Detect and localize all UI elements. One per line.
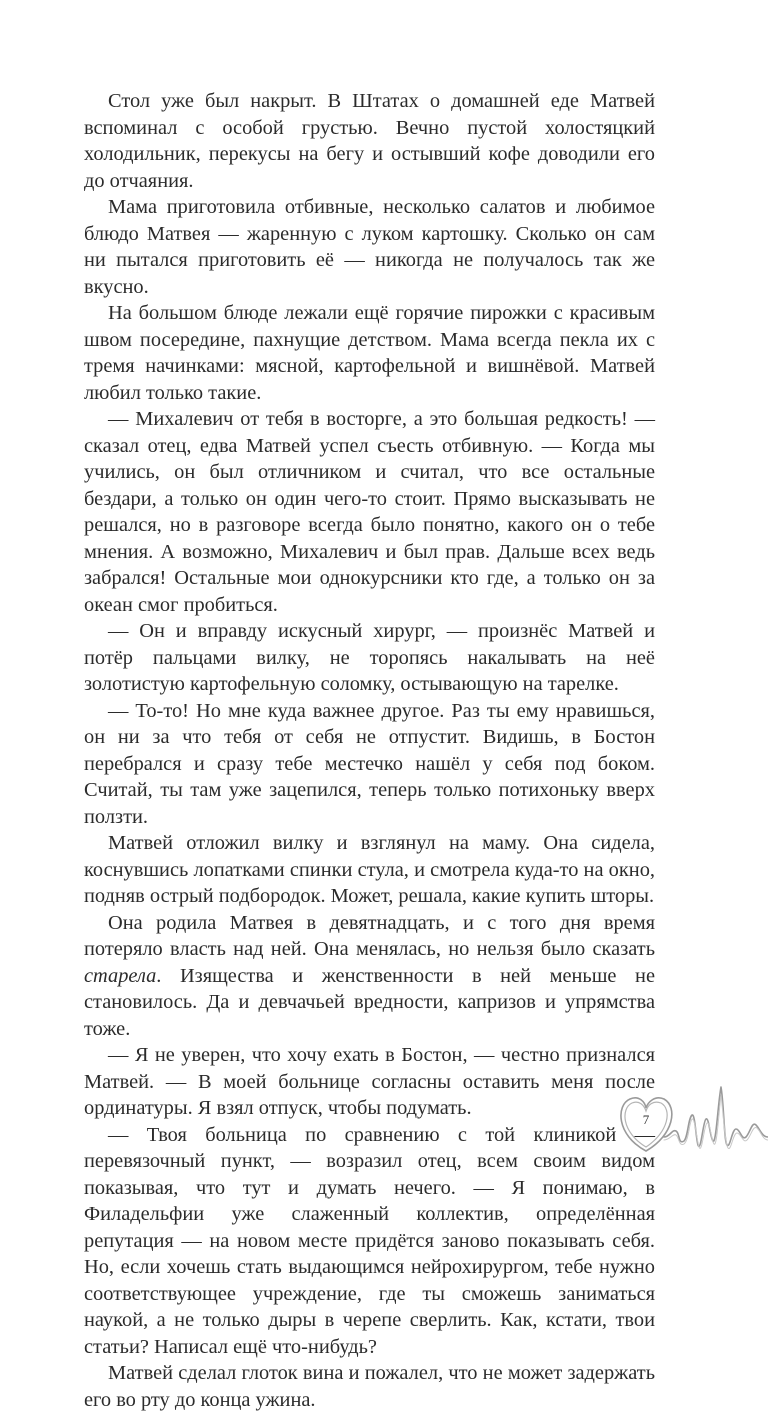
paragraph-7: Матвей отложил вилку и взглянул на маму. Она сидела, коснувшись лопатками спинки стула, и смотрела куда-то на окно, подняв острый подбородок. Может, решала, какие купить шторы. xyxy=(84,832,655,907)
paragraph-8-before: Она родила Матвея в девятнадцать, и с того дня время потеряло власть над ней. Она менялась, но нельзя было сказать xyxy=(84,911,655,960)
paragraph-11: Матвей сделал глоток вина и пожалел, что не может задержать его во рту до конца ужина. xyxy=(84,1362,655,1411)
page-text xyxy=(84,88,655,1413)
page-number: 7 xyxy=(642,1112,650,1127)
paragraph-2: Мама приготовила отбивные, несколько салатов и любимое блюдо Матвея — жаренную с луком картошку. Сколько он сам ни пытался приготовить её — никогда не получалось так же вкусно. xyxy=(84,196,655,298)
paragraph-3: На большом блюде лежали ещё горячие пирожки с красивым швом посередине, пахнущие детством. Мама всегда пекла их с тремя начинками: мясной, картофельной и вишнёвой. Матвей любил только такие. xyxy=(84,302,655,404)
paragraph-6: — То-то! Но мне куда важнее другое. Раз ты ему нравишься, он ни за что тебя от себя не отпустит. Видишь, в Бостон перебрался и сразу тебе местечко нашёл у себя под боком. Считай, ты там уже зацепился, теперь только потихоньку вверх ползти. xyxy=(84,699,655,828)
paragraph-1: Стол уже был накрыт. В Штатах о домашней еде Матвей вспоминал с особой грустью. Вечно пустой холостяцкий холодильник, перекусы на бегу и остывший кофе доводили его до отчаяния. xyxy=(84,90,655,192)
paragraph-10: — Твоя больница по сравнению с той клиникой — перевязочный пункт, — возразил отец, всем своим видом показывая, что тут и думать нечего. — Я понимаю, в Филадельфии уже слаженный коллектив, определённая репутация — на новом месте придётся заново показывать себя. Но, если хочешь стать выдающимся нейрохирургом, тебе нужно соответствующее учреждение, где ты сможешь заниматься наукой, а не только дыры в черепе сверлить. Как, кстати, твои статьи? Написал ещё что-нибудь? xyxy=(84,1123,655,1358)
paragraph-8 xyxy=(84,910,655,1043)
paragraph-5: — Он и вправду искусный хирург, — произнёс Матвей и потёр пальцами вилку, не торопясь накалывать на неё золотистую картофельную соломку, остывающую на тарелке. xyxy=(84,620,655,695)
paragraph-8-italic: старела xyxy=(84,964,157,987)
paragraph-8-after: . Изящества и женственности в ней меньше не становилось. Да и девчачьей вредности, капризов и упрямства тоже. xyxy=(84,964,655,1040)
heart-pulse-ornament-icon xyxy=(612,1075,768,1185)
paragraph-9: — Я не уверен, что хочу ехать в Бостон, — честно признался Матвей. — В моей больнице согласны оставить меня после ординатуры. Я взял отпуск, чтобы подумать. xyxy=(84,1044,655,1119)
paragraph-4: — Михалевич от тебя в восторге, а это большая редкость! — сказал отец, едва Матвей успел съесть отбивную. — Когда мы учились, он был отличником и считал, что все остальные бездари, а только он один чего-то стоит. Прямо высказывать не решался, но в разговоре всегда было понятно, какого он о тебе мнения. А возможно, Михалевич и был прав. Дальше всех ведь забрался! Остальные мои однокурсники кто где, а только он за океан смог пробиться. xyxy=(84,408,655,616)
